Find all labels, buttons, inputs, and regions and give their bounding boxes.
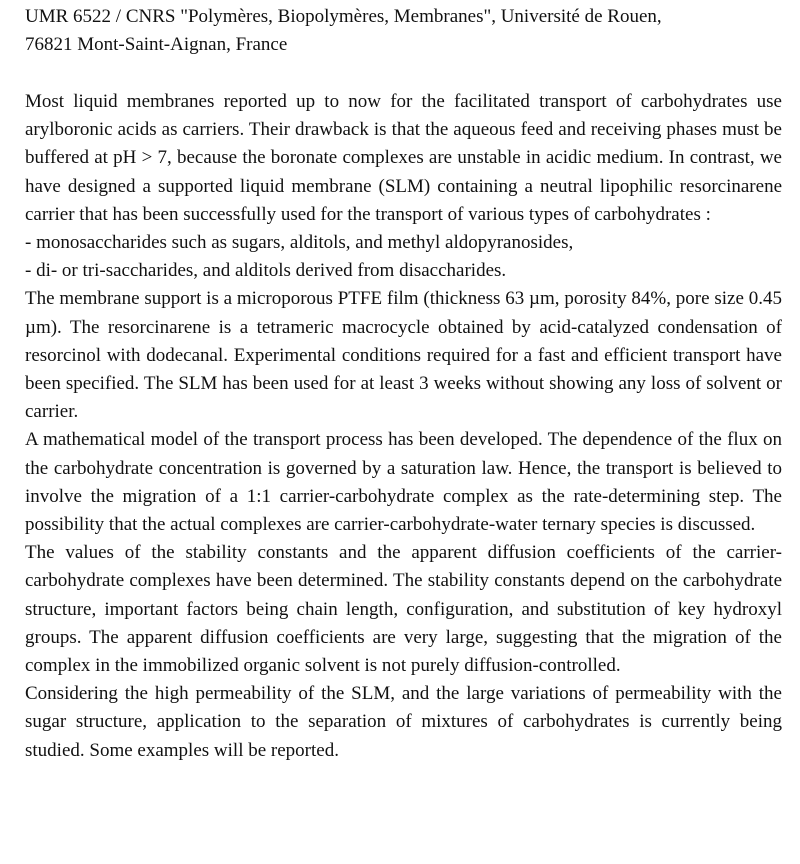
conclusion-paragraph: Considering the high permeability of the SLM, and the large variations of permeability with the sugar structure, application to the separation of mixtures of carbohydrates is currently being studied. Some examples will be reported. (25, 683, 782, 761)
affiliation-line-2: 76821 Mont-Saint-Aignan, France (25, 34, 288, 56)
membrane-paragraph: The membrane support is a microporous PTFE film (thickness 63 µm, porosity 84%, pore size 0.45 µm). The resorcinarene is a tetrameric macrocycle obtained by acid-catalyzed condensation of resorcinol with dodecanal. Experimental conditions required for a fast and efficient transport have been specified. The SLM has been used for at least 3 weeks without showing any loss of solvent or carrier. (25, 288, 782, 423)
affiliation (25, 3, 782, 59)
document-page (25, 3, 782, 765)
intro-paragraph: Most liquid membranes reported up to now for the facilitated transport of carbohydrates use arylboronic acids as carriers. Their drawback is that the aqueous feed and receiving phases must be buffered at pH > 7, because the boronate complexes are unstable in acidic medium. In contrast, we have designed a supported liquid membrane (SLM) containing a neutral lipophilic resorcinarene carrier that has been successfully used for the transport of various types of carbohydrates : (25, 90, 782, 225)
model-paragraph: A mathematical model of the transport process has been developed. The dependence of the flux on the carbohydrate concentration is governed by a saturation law. Hence, the transport is believed to involve the migration of a 1:1 carrier-carbohydrate complex as the rate-determining step. The possibility that the actual complexes are carrier-carbohydrate-water ternary species is discussed. (25, 429, 782, 535)
affiliation-line-1: UMR 6522 / CNRS "Polymères, Biopolymères, Membranes", Université de Rouen, (25, 6, 662, 27)
list-item-monosaccharides: - monosaccharides such as sugars, alditols, and methyl aldopyranosides, (25, 231, 574, 253)
list-item-disaccharides: - di- or tri-saccharides, and alditols derived from disaccharides. (25, 260, 507, 282)
abstract-body (25, 88, 782, 765)
constants-paragraph: The values of the stability constants and the apparent diffusion coefficients of the carrier-carbohydrate complexes have been determined. The stability constants depend on the carbohydrate structure, important factors being chain length, configuration, and substitution of key hydroxyl groups. The apparent diffusion coefficients are very large, suggesting that the migration of the complex in the immobilized organic solvent is not purely diffusion-controlled. (25, 542, 782, 676)
